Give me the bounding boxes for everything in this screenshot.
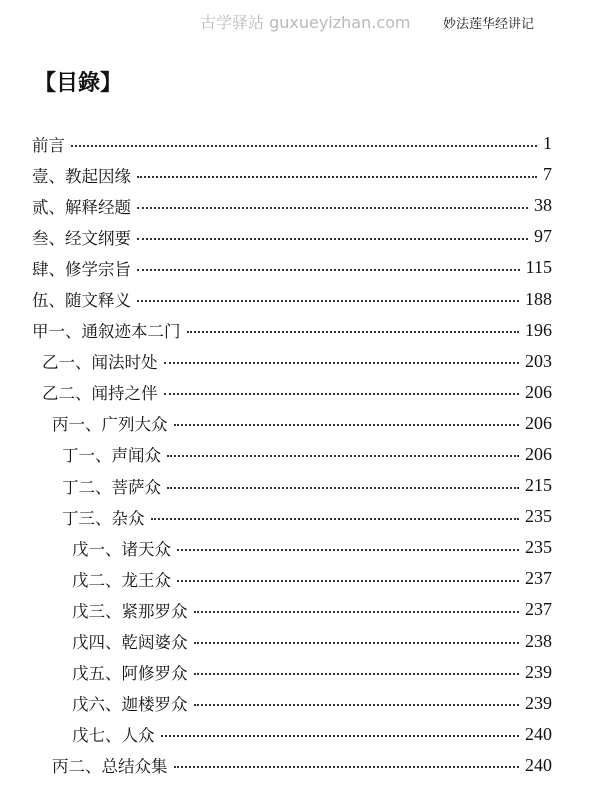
toc-entry-page: 239 [525,661,552,682]
toc-entry-label: 戊五、阿修罗众 [72,664,188,684]
toc-entry-page: 238 [525,630,552,651]
watermark-text: 古学驿站 guxueyizhan.com [200,13,411,32]
toc-entry-label: 壹、教起因缘 [32,166,131,186]
toc-entry-page: 235 [525,537,552,558]
toc-leader-dots [187,331,520,333]
toc-entry-page: 235 [525,506,552,527]
running-head-title: 妙法莲华经讲记 [443,17,535,32]
toc-entry[interactable] [0,408,600,439]
toc-title: 【目錄】 [34,71,123,96]
toc-entry-label: 伍、随文释义 [32,291,131,311]
toc-entry-label: 戊一、诸天众 [72,539,171,559]
toc-entry-page: 237 [525,568,552,589]
toc-entry-page: 188 [525,288,552,309]
toc-leader-dots [161,735,520,737]
toc-entry-page: 97 [534,226,552,247]
toc-entry[interactable] [0,657,600,688]
toc-leader-dots [151,518,520,520]
toc-leader-dots [137,300,519,302]
toc-leader-dots [174,424,520,426]
toc-entry-label: 贰、解释经题 [32,197,131,217]
toc-entry[interactable] [0,128,600,159]
toc-entry-label: 甲一、通叙迹本二门 [32,322,181,342]
toc-entry[interactable] [0,563,600,594]
toc-entry-label: 丁一、声闻众 [62,446,161,466]
toc-leader-dots [164,362,520,364]
toc-entry[interactable] [0,470,600,501]
toc-entry[interactable] [0,252,600,283]
toc-entry-label: 丙二、总结众集 [52,757,168,777]
toc-entry[interactable] [0,221,600,252]
toc-entry[interactable] [0,159,600,190]
toc-entry-label: 丁二、菩萨众 [62,477,161,497]
toc-entry-page: 38 [534,195,552,216]
toc-entry[interactable] [0,315,600,346]
toc-entry[interactable] [0,346,600,377]
toc-entry-label: 肆、修学宗旨 [32,259,131,279]
toc-entry-page: 115 [525,257,552,278]
toc-entry-label: 戊二、龙王众 [72,570,171,590]
toc-entry-page: 215 [525,475,552,496]
toc-entry-page: 7 [543,164,552,185]
toc-leader-dots [137,207,528,209]
toc-entry-page: 203 [525,350,552,371]
toc-leader-dots [194,704,520,706]
toc-leader-dots [194,611,520,613]
toc-entry-page: 239 [525,692,552,713]
toc-entry-label: 戊六、迦楼罗众 [72,695,188,715]
toc-entry[interactable] [0,439,600,470]
toc-entry-page: 206 [525,412,552,433]
toc-entry[interactable] [0,283,600,314]
toc-entry[interactable] [0,719,600,750]
toc-leader-dots [137,269,520,271]
toc-entry[interactable] [0,626,600,657]
toc-leader-dots [174,766,520,768]
toc-entry[interactable] [0,594,600,625]
toc-entry-label: 丙一、广列大众 [52,415,168,435]
toc-leader-dots [194,673,520,675]
toc-entry[interactable] [0,501,600,532]
toc-entry-page: 240 [525,723,552,744]
toc-entry-page: 1 [543,133,552,154]
toc-entry-label: 叁、经文纲要 [32,228,131,248]
toc-entry-label: 戊四、乾闼婆众 [72,633,188,653]
toc-leader-dots [167,455,519,457]
toc-entry-page: 206 [525,381,552,402]
toc-leader-dots [164,393,520,395]
toc-entry-label: 乙一、闻法时处 [42,353,158,373]
toc-leader-dots [137,238,528,240]
toc-leader-dots [137,176,537,178]
toc-entry-page: 240 [525,754,552,775]
toc-entry[interactable] [0,532,600,563]
toc-leader-dots [167,487,519,489]
toc-entry[interactable] [0,750,600,781]
toc-entry-label: 乙二、闻持之伴 [42,384,158,404]
toc-entry-page: 196 [525,319,552,340]
toc-entry-label: 前言 [32,135,65,155]
toc-entry-page: 237 [525,599,552,620]
toc-entry-label: 戊三、紧那罗众 [72,601,188,621]
toc-entry[interactable] [0,688,600,719]
toc-entry-label: 丁三、杂众 [62,508,145,528]
toc-leader-dots [177,580,519,582]
toc-entry[interactable] [0,190,600,221]
toc-entry[interactable] [0,377,600,408]
toc-leader-dots [71,145,537,147]
toc-leader-dots [177,549,519,551]
toc-entry-page: 206 [525,443,552,464]
toc-entry-label: 戊七、人众 [72,726,155,746]
toc-list [0,128,600,781]
toc-leader-dots [194,642,520,644]
